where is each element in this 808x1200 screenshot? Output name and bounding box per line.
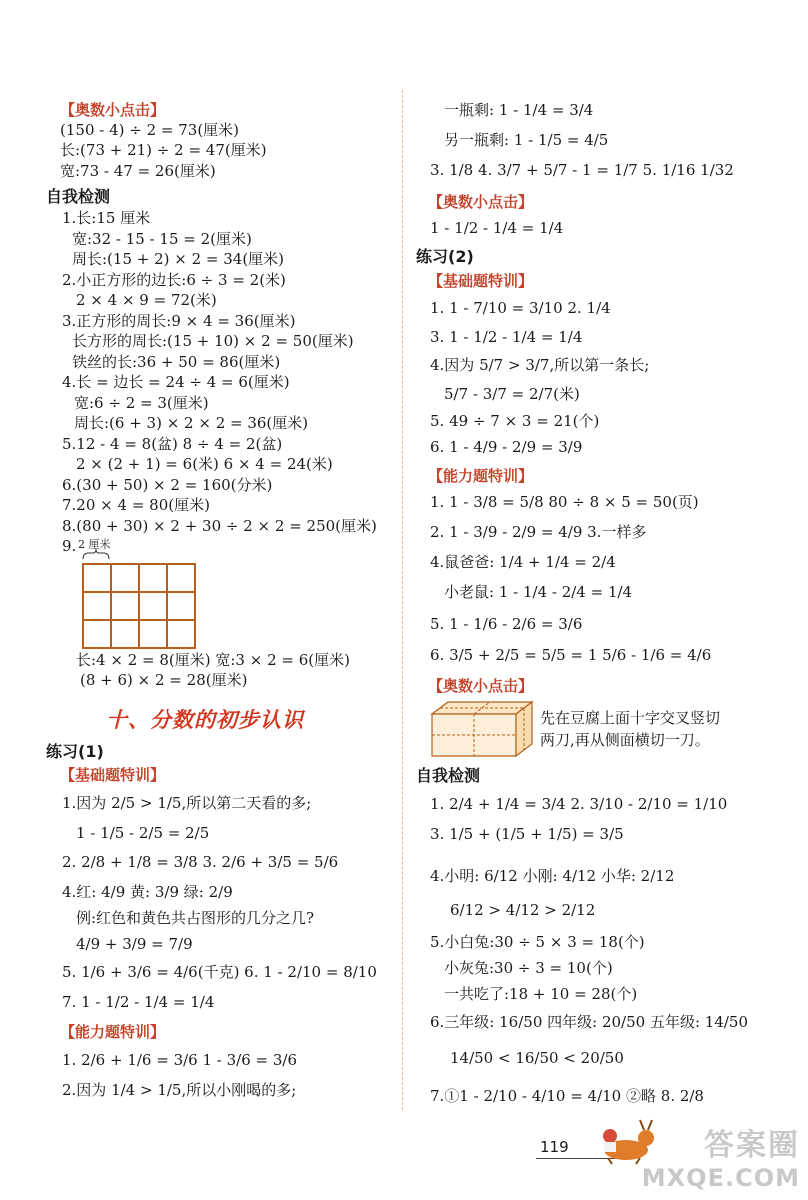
answer-line: 4.因为 5/7 > 3/7,所以第一条长; <box>430 356 650 374</box>
answer-line: 4.鼠爸爸: 1/4 + 1/4 = 2/4 <box>430 553 616 571</box>
answer-line: 两刀,再从侧面横切一刀。 <box>540 731 710 749</box>
answer-line: 1.长:15 厘米 <box>62 209 151 227</box>
answer-line: (150 - 4) ÷ 2 = 73(厘米) <box>60 121 240 139</box>
answer-line: 5/7 - 3/7 = 2/7(米) <box>444 385 580 403</box>
section-tag: 【奥数小点击】 <box>60 101 166 119</box>
answer-line: 例:红色和黄色共占图形的几分之几? <box>76 909 315 927</box>
answer-line: 5. 1/6 + 3/6 = 4/6(千克) 6. 1 - 2/10 = 8/10 <box>62 963 377 981</box>
chapter-title: 十、分数的初步认识 <box>106 708 304 732</box>
answer-line: 一瓶剩: 1 - 1/4 = 3/4 <box>444 101 594 119</box>
section-tag: 【奥数小点击】 <box>428 193 534 211</box>
answer-line: 2.小正方形的边长:6 ÷ 3 = 2(米) <box>62 271 286 289</box>
answer-line: 小灰兔:30 ÷ 3 = 10(个) <box>444 959 613 977</box>
answer-line: 2. 1 - 3/9 - 2/9 = 4/9 3.一样多 <box>430 523 647 541</box>
answer-line: 宽:6 ÷ 2 = 3(厘米) <box>74 394 209 412</box>
answer-line: 4/9 + 3/9 = 7/9 <box>76 935 193 953</box>
answer-line: 长:(73 + 21) ÷ 2 = 47(厘米) <box>60 141 267 159</box>
answer-line: 1 - 1/2 - 1/4 = 1/4 <box>430 219 564 237</box>
answer-line: 长:4 × 2 = 8(厘米) 宽:3 × 2 = 6(厘米) <box>76 651 350 669</box>
brace-icon <box>82 548 110 560</box>
answer-line: 6. 1 - 4/9 - 2/9 = 3/9 <box>430 438 583 456</box>
section-tag: 【能力题特训】 <box>428 467 534 485</box>
watermark <box>642 1130 800 1194</box>
watermark-url: MXQE.COM <box>641 1164 800 1192</box>
section-tag: 【能力题特训】 <box>60 1023 166 1041</box>
section-heading: 练习(1) <box>46 742 104 761</box>
answer-line: 2 × 4 × 9 = 72(米) <box>76 291 217 309</box>
section-heading: 自我检测 <box>416 766 481 785</box>
answer-line: 2.因为 1/4 > 1/5,所以小刚喝的多; <box>62 1081 297 1099</box>
answer-line: 9. <box>62 537 77 555</box>
answer-line: 4.红: 4/9 黄: 3/9 绿: 2/9 <box>62 883 233 901</box>
answer-line: (8 + 6) × 2 = 28(厘米) <box>80 671 248 689</box>
answer-line: 4.长 = 边长 = 24 ÷ 4 = 6(厘米) <box>62 373 290 391</box>
section-tag: 【基础题特训】 <box>60 766 166 784</box>
answer-line: 1.因为 2/5 > 1/5,所以第二天看的多; <box>62 794 312 812</box>
answer-line: 另一瓶剩: 1 - 1/5 = 4/5 <box>444 131 609 149</box>
answer-line: 宽:73 - 47 = 26(厘米) <box>60 162 216 180</box>
answer-line: 3. 1 - 1/2 - 1/4 = 1/4 <box>430 328 583 346</box>
answer-line: 1. 1 - 3/8 = 5/8 80 ÷ 8 × 5 = 50(页) <box>430 493 699 511</box>
answer-line: 1. 2/4 + 1/4 = 3/4 2. 3/10 - 2/10 = 1/10 <box>430 795 728 813</box>
answer-line: 先在豆腐上面十字交叉竖切 <box>540 709 721 727</box>
answer-line: 7.①1 - 2/10 - 4/10 = 4/10 ②略 8. 2/8 <box>430 1087 704 1105</box>
tofu-cube-diagram <box>430 700 534 758</box>
answer-line: 3. 1/5 + (1/5 + 1/5) = 3/5 <box>430 825 624 843</box>
page-number: 119 <box>540 1138 569 1156</box>
watermark-title: 答案圈 <box>704 1128 800 1163</box>
answer-line: 5.12 - 4 = 8(盆) 8 ÷ 4 = 2(盆) <box>62 435 283 453</box>
answer-line: 6/12 > 4/12 > 2/12 <box>450 901 596 919</box>
section-tag: 【奥数小点击】 <box>428 677 534 695</box>
answer-line: 4.小明: 6/12 小刚: 4/12 小华: 2/12 <box>430 867 675 885</box>
section-heading: 自我检测 <box>46 187 111 206</box>
answer-line: 2. 2/8 + 1/8 = 3/8 3. 2/6 + 3/5 = 5/6 <box>62 853 339 871</box>
answer-line: 长方形的周长:(15 + 10) × 2 = 50(厘米) <box>72 332 354 350</box>
answer-line: 周长:(15 + 2) × 2 = 34(厘米) <box>72 250 285 268</box>
answer-line: 5.小白兔:30 ÷ 5 × 3 = 18(个) <box>430 933 645 951</box>
section-heading: 练习(2) <box>416 247 474 266</box>
section-tag: 【基础题特训】 <box>428 272 534 290</box>
answer-line: 小老鼠: 1 - 1/4 - 2/4 = 1/4 <box>444 583 633 601</box>
answer-line: 宽:32 - 15 - 15 = 2(厘米) <box>72 230 252 248</box>
answer-line: 一共吃了:18 + 10 = 28(个) <box>444 985 638 1003</box>
grid-diagram <box>82 563 196 649</box>
grid-scale-label: 2 厘米 <box>78 538 111 551</box>
answer-line: 14/50 < 16/50 < 20/50 <box>450 1049 624 1067</box>
answer-line: 周长:(6 + 3) × 2 × 2 = 36(厘米) <box>74 414 309 432</box>
answer-line: 6.三年级: 16/50 四年级: 20/50 五年级: 14/50 <box>430 1013 748 1031</box>
answer-line: 7.20 × 4 = 80(厘米) <box>62 496 210 514</box>
answer-line: 5. 49 ÷ 7 × 3 = 21(个) <box>430 412 600 430</box>
answer-line: 1. 1 - 7/10 = 3/10 2. 1/4 <box>430 299 611 317</box>
answer-line: 6.(30 + 50) × 2 = 160(分米) <box>62 476 273 494</box>
answer-line: 铁丝的长:36 + 50 = 86(厘米) <box>72 353 281 371</box>
answer-line: 6. 3/5 + 2/5 = 5/5 = 1 5/6 - 1/6 = 4/6 <box>430 646 712 664</box>
answer-line: 3.正方形的周长:9 × 4 = 36(厘米) <box>62 312 296 330</box>
column-divider <box>402 90 403 1110</box>
answer-line: 3. 1/8 4. 3/7 + 5/7 - 1 = 1/7 5. 1/16 1/32 <box>430 161 734 179</box>
answer-line: 8.(80 + 30) × 2 + 30 ÷ 2 × 2 = 250(厘米) <box>62 517 377 535</box>
answer-line: 7. 1 - 1/2 - 1/4 = 1/4 <box>62 993 215 1011</box>
answer-line: 2 × (2 + 1) = 6(米) 6 × 4 = 24(米) <box>76 455 333 473</box>
answer-line: 5. 1 - 1/6 - 2/6 = 3/6 <box>430 615 583 633</box>
answer-line: 1 - 1/5 - 2/5 = 2/5 <box>76 824 210 842</box>
answer-line: 1. 2/6 + 1/6 = 3/6 1 - 3/6 = 3/6 <box>62 1051 298 1069</box>
